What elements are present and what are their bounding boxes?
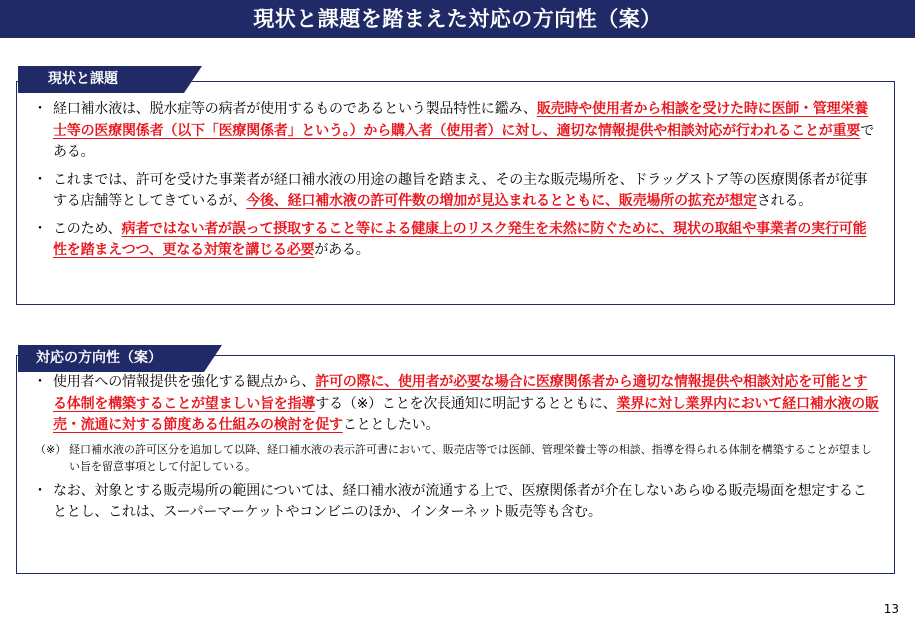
footnote [31,441,880,475]
bullet: ・ [33,101,47,117]
text-segment: がある。 [314,242,370,258]
page-number: 13 [883,602,899,616]
text-segment: 経口補水液は、脱水症等の病者が使用するものであるという製品特性に鑑み、 [53,101,537,117]
response-direction-list [31,372,880,530]
highlight-segment: 今後、経口補水液の許可件数の増加が見込まれるとともに、販売場所の拡充が想定 [246,193,757,209]
list-item [31,481,880,524]
list-item [31,99,880,164]
text-segment: こととしたい。 [342,417,440,433]
list-item [31,170,880,213]
highlight-segment: 販売時や使用者から相談を受けた時に医師・管理栄養士等の医療関係者（以下「医療関係者」という。）から購入者（使用者）に対し、適切な情報提供や相談対応が行われることが重要 [53,101,869,139]
text-segment: このため、 [53,220,122,237]
current-situation-heading: 現状と課題 [18,66,184,93]
response-direction-heading: 対応の方向性（案） [18,345,204,372]
bullet: ・ [33,482,47,499]
highlight-segment: 病者ではない者が誤って摂取すること等による健康上のリスク発生を未然に防ぐために、現状の取組や事業者の実行可能性を踏まえつつ、更なる対策を講じる必要 [53,220,867,258]
page-title: 現状と課題を踏まえた対応の方向性（案） [0,0,915,38]
bullet: ・ [33,374,47,390]
text-segment: である。 [53,122,875,160]
response-direction-box [16,355,895,574]
list-item [31,372,880,437]
current-situation-box [16,81,895,305]
text-segment: される。 [756,193,813,209]
text-segment: なお、対象とする販売場所の範囲については、経口補水液が流通する上で、医療関係者が介在しないあらゆる販売場面を想定することとし、これは、スーパーマーケットやコンビニのほか、インターネット販売等も含む。 [53,482,867,520]
current-situation-list [31,99,880,268]
list-item [31,219,880,262]
footnote-mark: （※） [35,442,67,456]
highlight-segment: 許可の際に、使用者が必要な場合に医療関係者から適切な情報提供や相談対応を可能とする体制を構築することが望ましい旨を指導 [53,374,868,412]
bullet: ・ [33,171,47,188]
text-segment: 使用者への情報提供を強化する観点から、 [53,374,316,390]
text-segment: する（※）ことを次長通知に明記するとともに、 [315,395,617,412]
footnote-text: 経口補水液の許可区分を追加して以降、経口補水液の表示許可書において、販売店等では医師、管理栄養士等の相談、指導を得られる体制を構築することが望ましい旨を留意事項として付記している。 [69,442,872,473]
text-segment: これまでは、許可を受けた事業者が経口補水液の用途の趣旨を踏まえ、その主な販売場所を、ドラッグストア等の医療関係者が従事する店舗等としてきているが、 [53,171,868,209]
highlight-segment: 業界に対し業界内において経口補水液の販売・流通に対する節度ある仕組みの検討を促す [53,395,879,433]
bullet: ・ [33,220,47,237]
